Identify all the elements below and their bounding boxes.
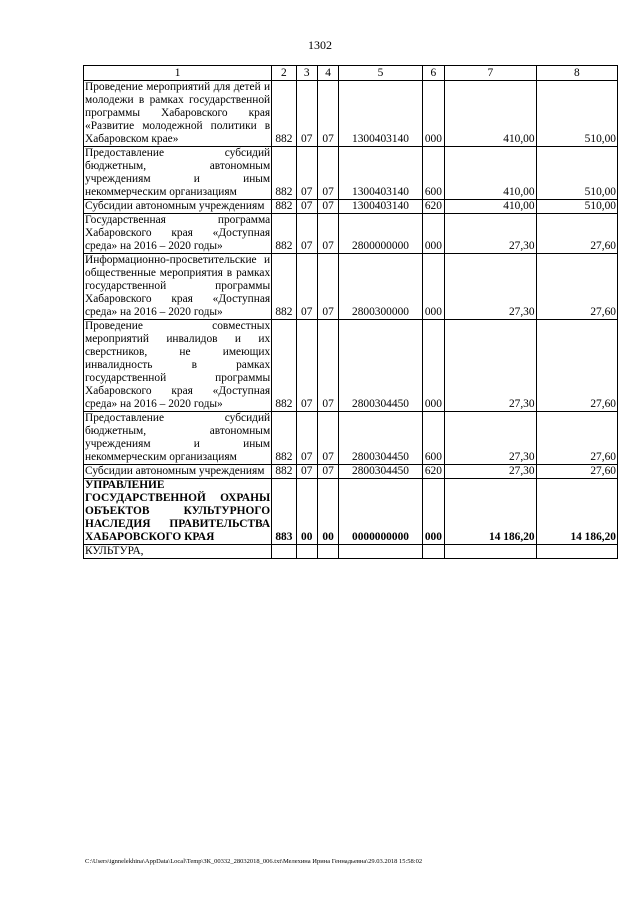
- row-expense-type: 620: [422, 465, 444, 479]
- row-subsection-code: 00: [317, 479, 338, 545]
- row-ministry-code: 882: [272, 81, 296, 147]
- row-ministry-code: 882: [272, 147, 296, 200]
- row-expense-type: 000: [422, 81, 444, 147]
- row-target-code: 1300403140: [339, 200, 422, 214]
- row-expense-type: 000: [422, 254, 444, 320]
- row-empty-cell: [445, 545, 537, 559]
- row-section-code: 07: [296, 147, 317, 200]
- row-expense-type: 600: [422, 412, 444, 465]
- row-amount-2: 27,60: [536, 465, 617, 479]
- row-amount-1: 27,30: [445, 254, 537, 320]
- row-empty-cell: [296, 545, 317, 559]
- header-cell: 6: [422, 66, 444, 81]
- row-section-code: 07: [296, 465, 317, 479]
- row-ministry-code: 883: [272, 479, 296, 545]
- table-row-department: [84, 479, 618, 545]
- row-name: УПРАВЛЕНИЕ ГОСУДАРСТВЕННОЙ ОХРАНЫ ОБЪЕКТОВ КУЛЬТУРНОГО НАСЛЕДИЯ ПРАВИТЕЛЬСТВА ХАБАРОВСКОГО КРАЯ: [85, 479, 271, 543]
- table-row: [84, 412, 618, 465]
- row-subsection-code: 07: [317, 320, 338, 412]
- table-row: [84, 214, 618, 254]
- row-empty-cell: [536, 545, 617, 559]
- row-target-code: 2800304450: [339, 465, 422, 479]
- row-empty-cell: [339, 545, 422, 559]
- row-expense-type: 600: [422, 147, 444, 200]
- row-target-code: 1300403140: [339, 81, 422, 147]
- table-row: [84, 200, 618, 214]
- row-empty-cell: [422, 545, 444, 559]
- row-target-code: 2800000000: [339, 214, 422, 254]
- header-cell: 2: [272, 66, 296, 81]
- row-name: Субсидии автономным учреждениям: [84, 200, 272, 214]
- row-empty-cell: [317, 545, 338, 559]
- table-row-continued: [84, 545, 618, 559]
- row-subsection-code: 07: [317, 200, 338, 214]
- row-subsection-code: 07: [317, 412, 338, 465]
- row-target-code: 2800304450: [339, 320, 422, 412]
- table-row: [84, 320, 618, 412]
- row-amount-2: 510,00: [536, 200, 617, 214]
- row-amount-1: 27,30: [445, 320, 537, 412]
- row-ministry-code: 882: [272, 320, 296, 412]
- row-amount-2: 510,00: [536, 81, 617, 147]
- row-amount-2: 27,60: [536, 254, 617, 320]
- row-section-code: 07: [296, 412, 317, 465]
- row-amount-1: 410,00: [445, 200, 537, 214]
- header-cell: 5: [339, 66, 422, 81]
- row-name: Проведение совместных мероприятий инвалидов и их сверстников, не имеющих инвалидность в рамках государственной программы Хабаровского края «Доступная среда» на 2016 – 2020 годы»: [85, 320, 271, 410]
- row-expense-type: 000: [422, 320, 444, 412]
- row-expense-type: 000: [422, 214, 444, 254]
- row-name: Предоставление субсидий бюджетным, автономным учреждениям и иным некоммерческим организациям: [85, 147, 271, 198]
- row-section-code: 07: [296, 254, 317, 320]
- row-name: Информационно-просветительские и общественные мероприятия в рамках государственной программы Хабаровского края «Доступная среда» на 2016 – 2020 годы»: [85, 254, 271, 318]
- row-amount-1: 27,30: [445, 465, 537, 479]
- row-ministry-code: 882: [272, 254, 296, 320]
- header-cell: 4: [317, 66, 338, 81]
- header-cell: 3: [296, 66, 317, 81]
- row-empty-cell: [272, 545, 296, 559]
- row-ministry-code: 882: [272, 214, 296, 254]
- row-section-code: 07: [296, 200, 317, 214]
- row-section-code: 07: [296, 320, 317, 412]
- row-subsection-code: 07: [317, 214, 338, 254]
- row-amount-1: 27,30: [445, 412, 537, 465]
- row-ministry-code: 882: [272, 200, 296, 214]
- row-expense-type: 620: [422, 200, 444, 214]
- row-ministry-code: 882: [272, 412, 296, 465]
- row-amount-2: 27,60: [536, 412, 617, 465]
- table-header-row: [84, 66, 618, 81]
- row-target-code: 1300403140: [339, 147, 422, 200]
- row-target-code: 2800304450: [339, 412, 422, 465]
- row-ministry-code: 882: [272, 465, 296, 479]
- row-amount-1: 27,30: [445, 214, 537, 254]
- row-name: КУЛЬТУРА,: [84, 545, 272, 559]
- table-row: [84, 81, 618, 147]
- header-cell: 8: [536, 66, 617, 81]
- table-row: [84, 147, 618, 200]
- row-name: Государственная программа Хабаровского края «Доступная среда» на 2016 – 2020 годы»: [85, 214, 271, 252]
- row-section-code: 07: [296, 214, 317, 254]
- budget-table: [83, 65, 618, 559]
- row-amount-2: 14 186,20: [536, 479, 617, 545]
- row-subsection-code: 07: [317, 254, 338, 320]
- header-cell: 1: [84, 66, 272, 81]
- row-amount-2: 27,60: [536, 214, 617, 254]
- row-name: Проведение мероприятий для детей и молодежи в рамках государственной программы Хабаровского края «Развитие молодежной политики в Хабаровском крае»: [85, 81, 271, 145]
- row-amount-1: 14 186,20: [445, 479, 537, 545]
- page-number: 1302: [308, 38, 332, 52]
- row-amount-1: 410,00: [445, 81, 537, 147]
- row-subsection-code: 07: [317, 81, 338, 147]
- row-section-code: 00: [296, 479, 317, 545]
- row-section-code: 07: [296, 81, 317, 147]
- table-row: [84, 465, 618, 479]
- row-amount-2: 510,00: [536, 147, 617, 200]
- row-expense-type: 000: [422, 479, 444, 545]
- row-amount-2: 27,60: [536, 320, 617, 412]
- row-subsection-code: 07: [317, 465, 338, 479]
- table-row: [84, 254, 618, 320]
- header-cell: 7: [445, 66, 537, 81]
- file-path-footer: C:\Users\ignnelekhina\AppData\Local\Temp\ЗК_00332_28032018_006.txt\Мелехина Ирина Геннадьевна\29.03.2018 15:58:02: [85, 858, 423, 865]
- row-name: Субсидии автономным учреждениям: [84, 465, 272, 479]
- row-name: Предоставление субсидий бюджетным, автономным учреждениям и иным некоммерческим организациям: [85, 412, 271, 463]
- row-target-code: 2800300000: [339, 254, 422, 320]
- row-subsection-code: 07: [317, 147, 338, 200]
- row-amount-1: 410,00: [445, 147, 537, 200]
- row-target-code: 0000000000: [339, 479, 422, 545]
